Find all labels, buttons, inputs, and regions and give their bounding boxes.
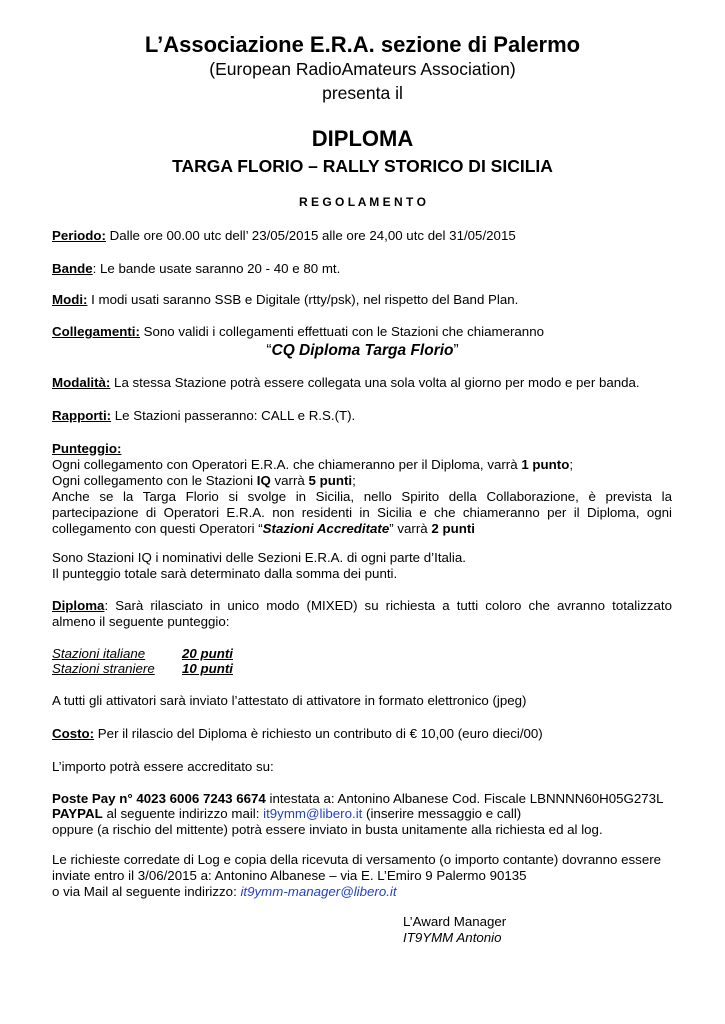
diploma-text-1: : Sarà rilasciato in unico modo (MIXED) su richiesta a tutti coloro che avranno totalizzato [104, 598, 672, 613]
postepay-number: Poste Pay n° 4023 6006 7243 6674 [52, 791, 266, 806]
score-row-italiane [52, 646, 673, 662]
importo-text: L’importo potrà essere accreditato su: [52, 759, 274, 774]
paypal-note: (inserire messaggio e call) [362, 806, 522, 821]
paypal-text: al seguente indirizzo mail: [102, 806, 264, 821]
richieste-line-3 [52, 884, 673, 900]
modi-line [52, 292, 673, 308]
periodo-text: Dalle ore 00.00 utc dell’ 23/05/2015 alle ore 24,00 utc del 31/05/2015 [105, 228, 516, 243]
punteggio-l2-points: 5 punti [308, 473, 353, 488]
manager-email-link[interactable]: it9ymm-manager@libero.it [240, 884, 397, 899]
collegamenti-text: Sono validi i collegamenti effettuati con le Stazioni che chiameranno [139, 324, 544, 339]
score-value: 20 punti [182, 646, 233, 661]
bande-label: Bande [52, 261, 93, 276]
score-value: 10 punti [182, 661, 233, 676]
costo-label: Costo: [52, 726, 95, 741]
rapporti-label: Rapporti: [52, 408, 112, 423]
signature-name: IT9YMM Antonio [403, 930, 502, 945]
rapporti-line [52, 408, 673, 424]
punteggio-l2-text: Ogni collegamento con le Stazioni [52, 473, 257, 488]
bande-line [52, 261, 673, 277]
punteggio-line-5 [52, 521, 673, 537]
punteggio-heading [52, 441, 673, 457]
bande-text: : Le bande usate saranno 20 - 40 e 80 mt. [92, 261, 341, 276]
punteggio-l1-points: 1 punto [521, 457, 570, 472]
cq-open-quote: “ [266, 342, 272, 359]
punteggio-totale-text: Il punteggio totale sarà determinato dalla somma dei punti. [52, 566, 398, 581]
punteggio-l5-text: collegamento con questi Operatori “ [52, 521, 263, 536]
costo-line [52, 726, 673, 742]
modi-label: Modi: [52, 292, 88, 307]
diploma-line-2: almeno il seguente punteggio: [52, 614, 230, 629]
association-title: L’Associazione E.R.A. sezione di Palermo [144, 32, 581, 57]
modalita-line [52, 375, 673, 391]
score-label: Stazioni straniere [52, 661, 155, 676]
signature-role: L’Award Manager [403, 914, 507, 929]
punteggio-l2-varra: varrà [270, 473, 309, 488]
punteggio-l5-varra: ” varrà [389, 521, 432, 536]
richieste-line-1: Le richieste corredate di Log e copia della ricevuta di versamento (o importo contante) dovranno essere [52, 852, 662, 867]
score-label: Stazioni italiane [52, 646, 146, 661]
paypal-line [52, 806, 673, 822]
postepay-text: intestata a: Antonino Albanese Cod. Fiscale LBNNNN60H05G273L [265, 791, 664, 806]
collegamenti-label: Collegamenti: [52, 324, 140, 339]
punteggio-line-3: Anche se la Targa Florio si svolge in Sicilia, nello Spirito della Collaborazione, è prevista la [52, 489, 672, 504]
punteggio-line-2 [52, 473, 673, 489]
punteggio-label: Punteggio: [52, 441, 122, 456]
modi-text: I modi usati saranno SSB e Digitale (rtty/psk), nel rispetto del Band Plan. [87, 292, 519, 307]
punteggio-line-1 [52, 457, 673, 473]
punteggio-l5-accreditate: Stazioni Accreditate [262, 521, 390, 536]
attestato-text: A tutti gli attivatori sarà inviato l’attestato di attivatore in formato elettronico (jpeg) [52, 693, 527, 708]
punteggio-l2-iq: IQ [256, 473, 271, 488]
oppure-text: oppure (a rischio del mittente) potrà essere inviato in busta unitamente alla richiesta ed al log. [52, 822, 603, 837]
diploma-heading: DIPLOMA [311, 126, 414, 151]
diploma-line-1 [52, 598, 672, 614]
diploma-label: Diploma [52, 598, 105, 613]
stazioni-iq-text: Sono Stazioni IQ i nominativi delle Sezioni E.R.A. di ogni parte d’Italia. [52, 550, 466, 565]
costo-text: Per il rilascio del Diploma è richiesto un contributo di € 10,00 (euro dieci/00) [94, 726, 543, 741]
punteggio-l1-text: Ogni collegamento con Operatori E.R.A. che chiameranno per il Diploma, varrà [52, 457, 522, 472]
association-subtitle: (European RadioAmateurs Association) [209, 59, 516, 79]
regolamento-heading: R E G O L A M E N T O [299, 195, 426, 209]
richieste-text-3: o via Mail al seguente indirizzo: [52, 884, 241, 899]
cq-line [52, 341, 673, 360]
postepay-line [52, 791, 673, 807]
punteggio-l5-points: 2 punti [431, 521, 475, 536]
richieste-line-2: inviate entro il 3/06/2015 a: Antonino Albanese – via E. L’Emiro 9 Palermo 90135 [52, 868, 527, 883]
paypal-email-link[interactable]: it9ymm@libero.it [263, 806, 363, 821]
score-row-straniere [52, 661, 673, 677]
modalita-label: Modalità: [52, 375, 111, 390]
periodo-line [52, 228, 673, 244]
punteggio-line-4: partecipazione di Operatori E.R.A. non residenti in Sicilia e che chiameranno per il Diploma, ogni [52, 505, 672, 520]
cq-close-quote: ” [453, 342, 459, 359]
diploma-name: TARGA FLORIO – RALLY STORICO DI SICILIA [172, 156, 553, 176]
paypal-label: PAYPAL [52, 806, 103, 821]
punteggio-l1-end: ; [569, 457, 574, 472]
presenta-text: presenta il [322, 83, 403, 103]
rapporti-text: Le Stazioni passeranno: CALL e R.S.(T). [111, 408, 356, 423]
collegamenti-line [52, 324, 673, 340]
cq-text: CQ Diploma Targa Florio [271, 342, 454, 359]
modalita-text: La stessa Stazione potrà essere collegata una sola volta al giorno per modo e per banda. [110, 375, 640, 390]
punteggio-l2-end: ; [352, 473, 356, 488]
periodo-label: Periodo: [52, 228, 106, 243]
